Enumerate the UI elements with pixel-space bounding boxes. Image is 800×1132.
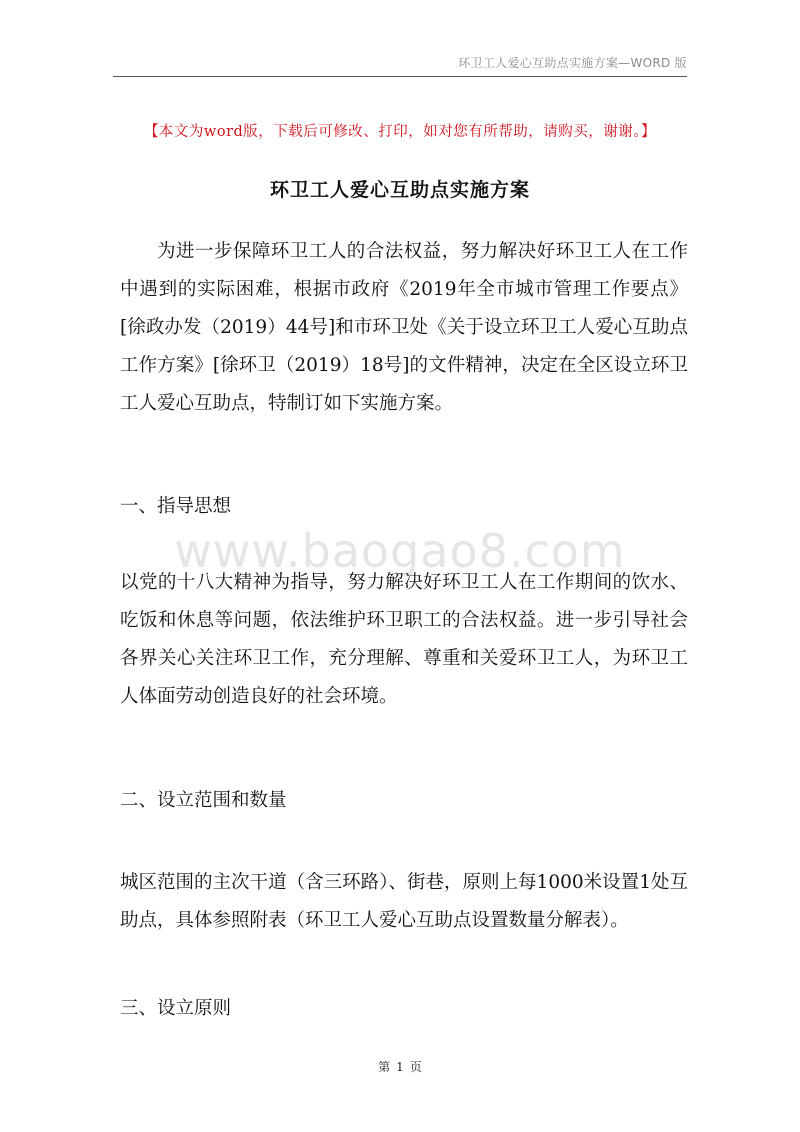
purchase-notice: 【本文为word版，下载后可修改、打印，如对您有所帮助，请购买，谢谢。】 xyxy=(143,124,657,140)
document-title: 环卫工人爱心互助点实施方案 xyxy=(269,179,530,201)
section-body-guiding-ideology: 以党的十八大精神为指导，努力解决好环卫工人在工作期间的饮水、吃饭和休息等问题，依法维护环卫职工的合法权益。进一步引导社会各界关心关注环卫工作，充分理解、尊重和关爱环卫工人，为环卫工人体面劳动创造良好的社会环境。 xyxy=(120,572,688,707)
section-heading-scope-and-quantity: 二、设立范围和数量 xyxy=(120,790,287,811)
section-heading-guiding-ideology: 一、指导思想 xyxy=(120,496,232,517)
section-body-scope-and-quantity: 城区范围的主次干道（含三环路）、街巷，原则上每1000米设置1处互助点，具体参照附表（环卫工人爱心互助点设置数量分解表）。 xyxy=(120,872,688,931)
page-header-title: 环卫工人爱心互助点实施方案—WORD 版 xyxy=(458,56,687,70)
section-heading-principles: 三、设立原则 xyxy=(120,998,232,1019)
page-number: 1 xyxy=(396,1060,404,1074)
intro-paragraph: 为进一步保障环卫工人的合法权益，努力解决好环卫工人在工作中遇到的实际困难，根据市政府《2019年全市城市管理工作要点》[徐政办发（2019）44号]和市环卫处《关于设立环卫工人爱心互助点工作方案》[徐环卫（2019）18号]的文件精神，决定在全区设立环卫工人爱心互助点，特制订如下实施方案。 xyxy=(120,241,688,414)
watermark: www.baogao8.com xyxy=(174,524,626,578)
footer-suffix: 页 xyxy=(409,1060,422,1074)
header-divider xyxy=(113,76,687,77)
footer-prefix: 第 xyxy=(378,1060,391,1074)
page-footer xyxy=(0,1058,800,1075)
